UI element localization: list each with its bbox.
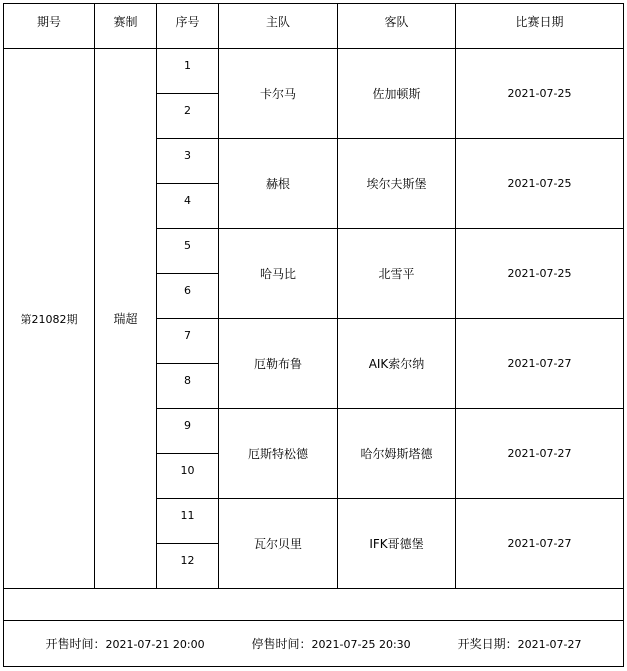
seq-cell: 11 [157, 499, 219, 544]
sale-stop-value: 2021-07-25 20:30 [311, 638, 411, 651]
header-home: 主队 [219, 4, 338, 49]
blank-row [4, 589, 624, 621]
seq-cell: 10 [157, 454, 219, 499]
match-date-cell: 2021-07-27 [456, 499, 624, 589]
blank-cell [4, 589, 624, 621]
footer-row [4, 621, 624, 667]
sale-stop [252, 635, 411, 652]
draw-date-label: 开奖日期： [457, 637, 518, 651]
match-date-cell: 2021-07-27 [456, 409, 624, 499]
header-row [4, 4, 624, 49]
home-team-cell: 卡尔马 [219, 49, 338, 139]
match-date-cell: 2021-07-27 [456, 319, 624, 409]
draw-date-value: 2021-07-27 [517, 638, 582, 651]
period-cell: 第21082期 [4, 49, 95, 589]
sale-start-value: 2021-07-21 20:00 [105, 638, 205, 651]
home-team-cell: 赫根 [219, 139, 338, 229]
sale-stop-label: 停售时间： [251, 637, 312, 651]
seq-cell: 2 [157, 94, 219, 139]
header-away: 客队 [338, 4, 456, 49]
seq-cell: 8 [157, 364, 219, 409]
header-date: 比赛日期 [456, 4, 624, 49]
home-team-cell: 瓦尔贝里 [219, 499, 338, 589]
match-date-cell: 2021-07-25 [456, 229, 624, 319]
draw-date [458, 635, 582, 652]
seq-cell: 6 [157, 274, 219, 319]
seq-cell: 5 [157, 229, 219, 274]
away-team-cell: 北雪平 [338, 229, 456, 319]
seq-cell: 7 [157, 319, 219, 364]
seq-cell: 4 [157, 184, 219, 229]
sale-start [45, 635, 204, 652]
header-seq: 序号 [157, 4, 219, 49]
away-team-cell: IFK哥德堡 [338, 499, 456, 589]
seq-cell: 9 [157, 409, 219, 454]
match-date-cell: 2021-07-25 [456, 49, 624, 139]
away-team-cell: AIK索尔纳 [338, 319, 456, 409]
home-team-cell: 哈马比 [219, 229, 338, 319]
table-row [4, 49, 624, 94]
away-team-cell: 埃尔夫斯堡 [338, 139, 456, 229]
footer-cell [4, 621, 624, 667]
match-date-cell: 2021-07-25 [456, 139, 624, 229]
away-team-cell: 哈尔姆斯塔德 [338, 409, 456, 499]
home-team-cell: 厄斯特松德 [219, 409, 338, 499]
league-cell: 瑞超 [95, 49, 157, 589]
header-format: 赛制 [95, 4, 157, 49]
header-period: 期号 [4, 4, 95, 49]
match-schedule-table [3, 3, 624, 667]
sale-start-label: 开售时间： [45, 637, 106, 651]
seq-cell: 3 [157, 139, 219, 184]
seq-cell: 12 [157, 544, 219, 589]
home-team-cell: 厄勒布鲁 [219, 319, 338, 409]
away-team-cell: 佐加顿斯 [338, 49, 456, 139]
seq-cell: 1 [157, 49, 219, 94]
